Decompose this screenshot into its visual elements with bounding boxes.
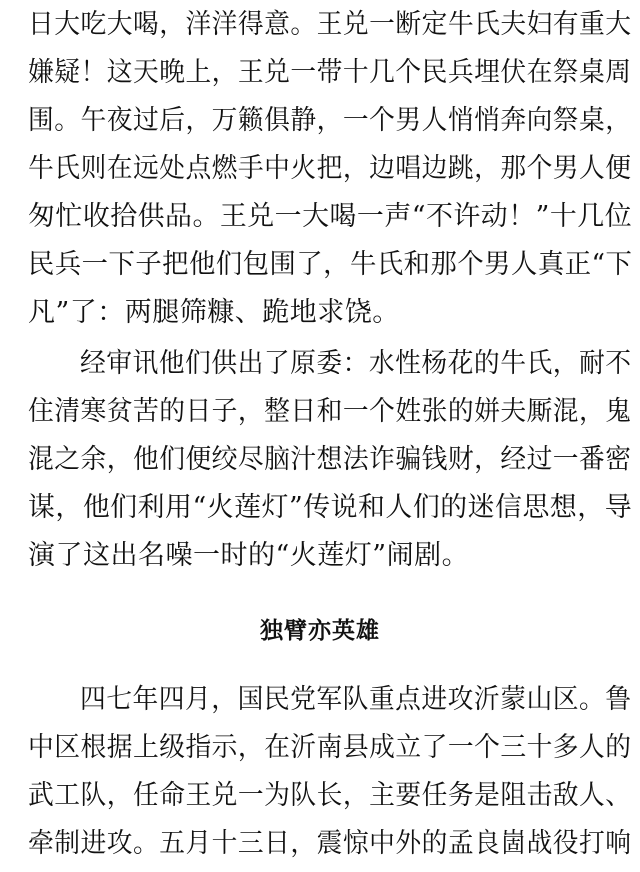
text-line: 牵制进攻。五月十三日，震惊中外的孟良崮战役打响 bbox=[28, 828, 632, 859]
text-line: 武工队，任命王兑一为队长，主要任务是阻击敌人、 bbox=[28, 780, 632, 811]
text-line: 经审讯他们供出了原委：水性杨花的牛氏，耐不 bbox=[80, 348, 632, 379]
text-line: 牛氏则在远处点燃手中火把，边唱边跳，那个男人便 bbox=[28, 153, 632, 184]
text-line: 混之余，他们便绞尽脑汁想法诈骗钱财，经过一番密 bbox=[28, 444, 632, 475]
text-line: 中区根据上级指示，在沂南县成立了一个三十多人的 bbox=[28, 732, 632, 763]
text-line: 住清寒贫苦的日子，整日和一个姓张的姘夫厮混，鬼 bbox=[28, 396, 632, 427]
text-line: 凡”了：两腿筛糠、跪地求饶。 bbox=[28, 297, 400, 328]
text-line: 日大吃大喝，洋洋得意。王兑一断定牛氏夫妇有重大 bbox=[28, 9, 632, 40]
section-title: 独臂亦英雄 bbox=[260, 617, 380, 644]
text-line: 围。午夜过后，万籁俱静，一个男人悄悄奔向祭桌， bbox=[28, 105, 632, 136]
text-line: 谋，他们利用“火莲灯”传说和人们的迷信思想，导 bbox=[28, 492, 633, 523]
text-line: 演了这出名噪一时的“火莲灯”闹剧。 bbox=[28, 540, 470, 571]
text-line: 嫌疑！这天晚上，王兑一带十几个民兵埋伏在祭桌周 bbox=[28, 57, 632, 88]
text-line: 民兵一下子把他们包围了，牛氏和那个男人真正“下 bbox=[28, 249, 633, 280]
text-line: 匆忙收拾供品。王兑一大喝一声“不许动！”十几位 bbox=[28, 201, 633, 232]
text-line: 四七年四月，国民党军队重点进攻沂蒙山区。鲁 bbox=[80, 684, 632, 715]
